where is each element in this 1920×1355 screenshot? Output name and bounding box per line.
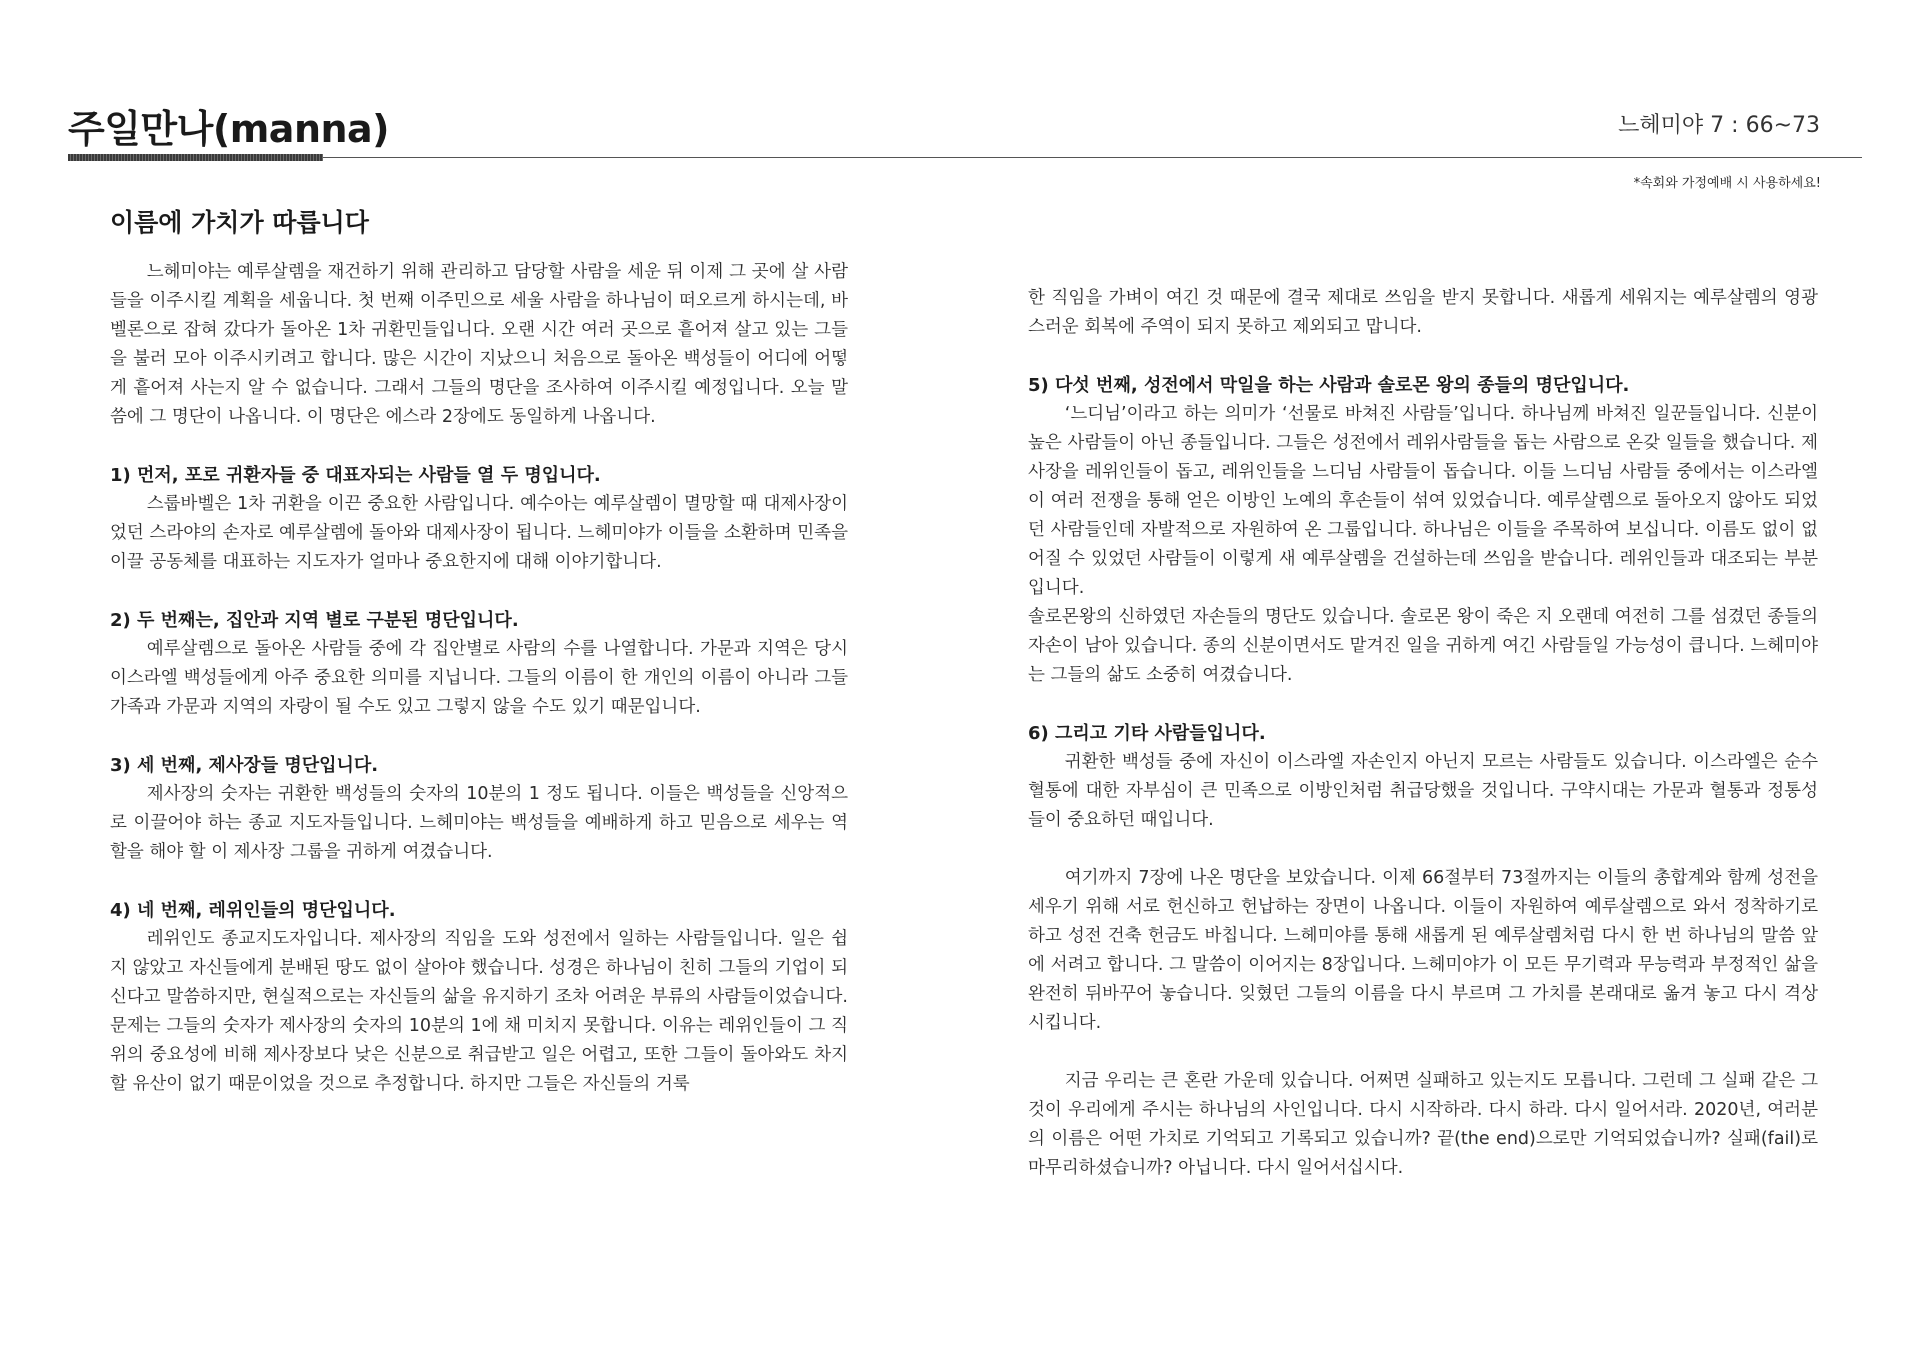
usage-note: *속회와 가정예배 시 사용하세요! — [1633, 176, 1821, 191]
section-1-heading: 1) 먼저, 포로 귀환자들 중 대표자되는 사람들 열 두 명입니다. — [110, 465, 601, 486]
conclusion-paragraph-1: 여기까지 7장에 나온 명단을 보았습니다. 이제 66절부터 73절까지는 이들의 총합계와 함께 성전을 세우기 위해 서로 헌신하고 헌납하는 장면이 나옵니다. 이들이 자원하여 예루살렘으로 와서 정착하기로 하고 성전 건축 헌금도 바칩니다. 느헤미야를 통해 새롭게 된 예루살렘처럼 다시 한 번 하나님의 말씀 앞에 서려고 합니다. 그 말씀이 이어지는 8장입니다. 느헤미야가 이 모든 무기력과 무능력과 부정적인 삶을 완전히 뒤바꾸어 놓습니다. 잊혔던 그들의 이름을 다시 부르며 그 가치를 본래대로 옮겨 놓고 다시 격상시킵니다. — [1028, 868, 1818, 1033]
section-3-body: 제사장의 숫자는 귀환한 백성들의 숫자의 10분의 1 정도 됩니다. 이들은 백성들을 신앙적으로 이끌어야 하는 종교 지도자들입니다. 느헤미야는 백성들을 예배하게 하고 믿음으로 세우는 역할을 해야 할 이 제사장 그룹을 귀하게 여겼습니다. — [110, 784, 848, 862]
article-title: 이름에 가치가 따릅니다 — [110, 208, 369, 237]
section-5-heading: 5) 다섯 번째, 성전에서 막일을 하는 사람과 솔로몬 왕의 종들의 명단입니다. — [1028, 375, 1630, 396]
header-accent-bar — [68, 154, 323, 161]
header-divider — [68, 157, 1862, 158]
right-column — [1028, 284, 1818, 1183]
conclusion-paragraph-2: 지금 우리는 큰 혼란 가운데 있습니다. 어쩌면 실패하고 있는지도 모릅니다. 그런데 그 실패 같은 그것이 우리에게 주시는 하나님의 사인입니다. 다시 시작하라. 다시 하라. 다시 일어서라. 2020년, 여러분의 이름은 어떤 가치로 기억되고 기록되고 있습니까? 끝(the end)으로만 기억되었습니까? 실패(fail)로 마무리하셨습니까? 아닙니다. 다시 일어서십시다. — [1028, 1071, 1818, 1178]
page-title: 주일만나(manna) — [68, 107, 390, 151]
section-4-continued: 한 직임을 가벼이 여긴 것 때문에 결국 제대로 쓰임을 받지 못합니다. 새롭게 세워지는 예루살렘의 영광스러운 회복에 주역이 되지 못하고 제외되고 맙니다. — [1028, 288, 1818, 337]
section-5-body: ‘느디님’이라고 하는 의미가 ‘선물로 바쳐진 사람들’입니다. 하나님께 바쳐진 일꾼들입니다. 신분이 높은 사람들이 아닌 종들입니다. 그들은 성전에서 레위사람들을 돕는 사람으로 온갖 일들을 했습니다. 제사장을 레위인들이 돕고, 레위인들을 느디님 사람들이 돕습니다. 이들 느디님 사람들 중에서는 이스라엘이 여러 전쟁을 통해 얻은 이방인 노예의 후손들이 섞여 있었습니다. 예루살렘으로 돌아오지 않아도 되었던 사람들인데 자발적으로 자원하여 온 그룹입니다. 하나님은 이들을 주목하여 보십니다. 이름도 없이 없어질 수 있었던 사람들이 이렇게 새 예루살렘을 건설하는데 쓰임을 받습니다. 레위인들과 대조되는 부분입니다. — [1028, 404, 1818, 598]
intro-paragraph: 느헤미야는 예루살렘을 재건하기 위해 관리하고 담당할 사람을 세운 뒤 이제 그 곳에 살 사람들을 이주시킬 계획을 세웁니다. 첫 번째 이주민으로 세울 사람을 하나님이 떠오르게 하시는데, 바벨론으로 잡혀 갔다가 돌아온 1차 귀환민들입니다. 오랜 시간 여러 곳으로 흩어져 살고 있는 그들을 불러 모아 이주시키려고 합니다. 많은 시간이 지났으니 처음으로 돌아온 백성들이 어디에 어떻게 흩어져 사는지 알 수 없습니다. 그래서 그들의 명단을 조사하여 이주시킬 예정입니다. 오늘 말씀에 그 명단이 나옵니다. 이 명단은 에스라 2장에도 동일하게 나옵니다. — [110, 262, 848, 427]
left-column — [110, 258, 848, 1099]
section-4-body: 레위인도 종교지도자입니다. 제사장의 직임을 도와 성전에서 일하는 사람들입니다. 일은 쉽지 않았고 자신들에게 분배된 땅도 없이 살아야 했습니다. 성경은 하나님이 친히 그들의 기업이 되신다고 말씀하지만, 현실적으로는 자신들의 삶을 유지하기 조차 어려운 부류의 사람들이었습니다. 문제는 그들의 숫자가 제사장의 숫자의 10분의 1에 채 미치지 못합니다. 이유는 레위인들이 그 직위의 중요성에 비해 제사장보다 낮은 신분으로 취급받고 일은 어렵고, 또한 그들이 돌아와도 차지할 유산이 없기 때문이었을 것으로 추정합니다. 하지만 그들은 자신들의 거룩 — [110, 929, 848, 1094]
section-2-heading: 2) 두 번째는, 집안과 지역 별로 구분된 명단입니다. — [110, 610, 519, 631]
section-1-body: 스룹바벨은 1차 귀환을 이끈 중요한 사람입니다. 예수아는 예루살렘이 멸망할 때 대제사장이었던 스라야의 손자로 예루살렘에 돌아와 대제사장이 됩니다. 느헤미야가 이들을 소환하며 민족을 이끌 공동체를 대표하는 지도자가 얼마나 중요한지에 대해 이야기합니다. — [110, 494, 848, 572]
section-6-heading: 6) 그리고 기타 사람들입니다. — [1028, 723, 1266, 744]
scripture-reference: 느헤미야 7 : 66~73 — [1618, 113, 1820, 138]
section-5-body-solomon: 솔로몬왕의 신하였던 자손들의 명단도 있습니다. 솔로몬 왕이 죽은 지 오랜데 여전히 그를 섬겼던 종들의 자손이 남아 있습니다. 종의 신분이면서도 맡겨진 일을 귀하게 여긴 사람들일 가능성이 큽니다. 느헤미야는 그들의 삶도 소중히 여겼습니다. — [1028, 607, 1818, 685]
section-3-heading: 3) 세 번째, 제사장들 명단입니다. — [110, 755, 379, 776]
section-6-body: 귀환한 백성들 중에 자신이 이스라엘 자손인지 아닌지 모르는 사람들도 있습니다. 이스라엘은 순수 혈통에 대한 자부심이 큰 민족으로 이방인처럼 취급당했을 것입니다. 구약시대는 가문과 혈통과 정통성들이 중요하던 때입니다. — [1028, 752, 1818, 830]
section-4-heading: 4) 네 번째, 레위인들의 명단입니다. — [110, 900, 396, 921]
section-2-body: 예루살렘으로 돌아온 사람들 중에 각 집안별로 사람의 수를 나열합니다. 가문과 지역은 당시 이스라엘 백성들에게 아주 중요한 의미를 지닙니다. 그들의 이름이 한 개인의 이름이 아니라 그들 가족과 가문과 지역의 자랑이 될 수도 있고 그렇지 않을 수도 있기 때문입니다. — [110, 639, 848, 717]
